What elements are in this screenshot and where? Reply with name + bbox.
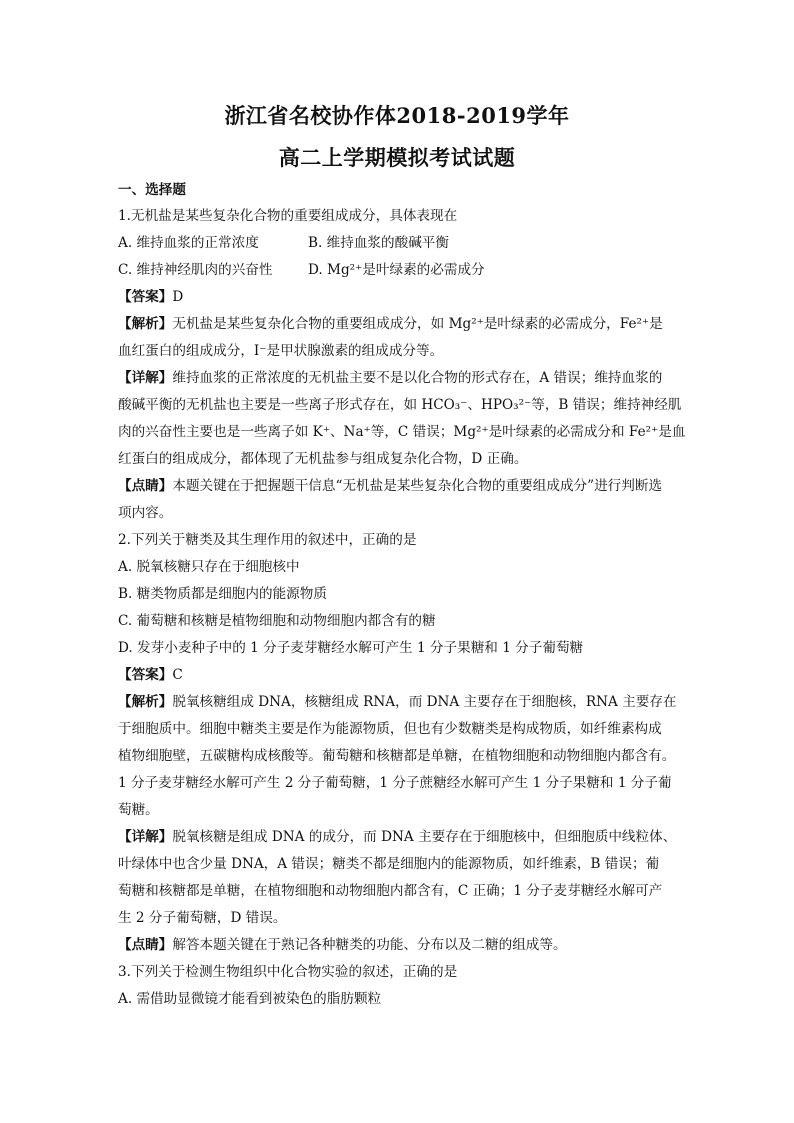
analysis-tag: 【解析】 (118, 694, 173, 710)
q1-detail-line2: 酸碱平衡的无机盐也主要是一些离子形式存在，如 HCO₃⁻、HPO₃²⁻等，B 错误；维持神经肌 (118, 397, 682, 413)
q2-analysis-line2: 于细胞质中。细胞中糖类主要是作为能源物质，但也有少数糖类是构成物质，如纤维素构成 (118, 721, 662, 737)
detail-text: 脱氧核糖是组成 DNA 的成分，而 DNA 主要存在于细胞核中，但细胞质中线粒体、 (172, 829, 677, 845)
document-title-line1: 浙江省名校协作体2018-2019学年 (224, 103, 570, 128)
document-title-line2: 高二上学期模拟考试试题 (278, 145, 516, 170)
q1-stem: 1.无机盐是某些复杂化合物的重要组成成分，具体表现在 (118, 208, 458, 224)
q2-analysis-line4: 1 分子麦芽糖经水解可产生 2 分子葡萄糖，1 分子蔗糖经水解可产生 1 分子果糖和 1 分子葡 (118, 775, 672, 791)
q2-point-line1 (118, 936, 678, 954)
q2-analysis-line5: 萄糖。 (118, 802, 159, 818)
q2-option-b: B. 糖类物质都是细胞内的能源物质 (118, 586, 327, 602)
q2-answer (118, 666, 678, 684)
q2-stem: 2.下列关于糖类及其生理作用的叙述中，正确的是 (118, 532, 417, 548)
point-tag: 【点睛】 (118, 478, 173, 494)
answer-tag: 【答案】 (118, 667, 173, 683)
q1-detail-line4: 红蛋白的组成成分，都体现了无机盐参与组成复杂化合物，D 正确。 (118, 451, 528, 467)
q2-analysis-line1 (118, 693, 678, 711)
analysis-tag: 【解析】 (118, 316, 173, 332)
point-text: 本题关键在于把握题干信息“无机盐是某些复杂化合物的重要组成成分”进行判断选 (172, 478, 663, 494)
q1-option-a: A. 维持血浆的正常浓度 (118, 235, 259, 251)
q2-detail-line4: 生 2 分子葡萄糖，D 错误。 (118, 910, 287, 926)
answer-tag: 【答案】 (118, 289, 173, 305)
q1-option-b: B. 维持血浆的酸碱平衡 (308, 235, 449, 251)
section-heading: 一、选择题 (118, 182, 186, 198)
point-tag: 【点睛】 (118, 937, 173, 953)
q1-answer (118, 288, 678, 306)
analysis-text: 无机盐是某些复杂化合物的重要组成成分，如 Mg²⁺是叶绿素的必需成分，Fe²⁺是 (172, 316, 663, 332)
q1-analysis-line1 (118, 315, 678, 333)
q2-analysis-line3: 植物细胞壁，五碳糖构成核酸等。葡萄糖和核糖都是单糖，在植物细胞和动物细胞内都含有。 (118, 748, 676, 764)
analysis-text: 脱氧核糖组成 DNA，核糖组成 RNA，而 DNA 主要存在于细胞核，RNA 主要存在 (172, 694, 677, 710)
answer-value: C (172, 667, 183, 683)
q1-analysis-line2: 血红蛋白的组成成分，I⁻是甲状腺激素的组成成分等。 (118, 343, 444, 359)
q2-detail-line2: 叶绿体中也含少量 DNA，A 错误；糖类不都是细胞内的能源物质，如纤维素，B 错误；葡 (118, 856, 660, 872)
detail-tag: 【详解】 (118, 829, 173, 845)
q1-point-line2: 项内容。 (118, 505, 173, 521)
q2-detail-line1 (118, 828, 678, 846)
q3-stem: 3.下列关于检测生物组织中化合物实验的叙述，正确的是 (118, 964, 458, 980)
q1-option-c: C. 维持神经肌肉的兴奋性 (118, 262, 273, 278)
answer-value: D (172, 289, 184, 305)
q1-detail-line1 (118, 369, 678, 387)
q2-option-c: C. 葡萄糖和核糖是植物细胞和动物细胞内都含有的糖 (118, 613, 436, 629)
detail-tag: 【详解】 (118, 370, 173, 386)
q1-point-line1 (118, 477, 678, 495)
q1-option-d: D. Mg²⁺是叶绿素的必需成分 (308, 262, 485, 278)
point-text: 解答本题关键在于熟记各种糖类的功能、分布以及二糖的组成等。 (172, 937, 567, 953)
detail-text: 维持血浆的正常浓度的无机盐主要不是以化合物的形式存在，A 错误；维持血浆的 (172, 370, 663, 386)
q2-detail-line3: 萄糖和核糖都是单糖，在植物细胞和动物细胞内都含有，C 正确；1 分子麦芽糖经水解可产 (118, 883, 663, 899)
q2-option-d: D. 发芽小麦种子中的 1 分子麦芽糖经水解可产生 1 分子果糖和 1 分子葡萄糖 (118, 640, 584, 656)
q2-option-a: A. 脱氧核糖只存在于细胞核中 (118, 559, 300, 575)
q3-option-a: A. 需借助显微镜才能看到被染色的脂肪颗粒 (118, 991, 382, 1007)
q1-detail-line3: 肉的兴奋性主要也是一些离子如 K⁺、Na⁺等，C 错误；Mg²⁺是叶绿素的必需成分和 Fe²⁺是血 (118, 424, 686, 440)
